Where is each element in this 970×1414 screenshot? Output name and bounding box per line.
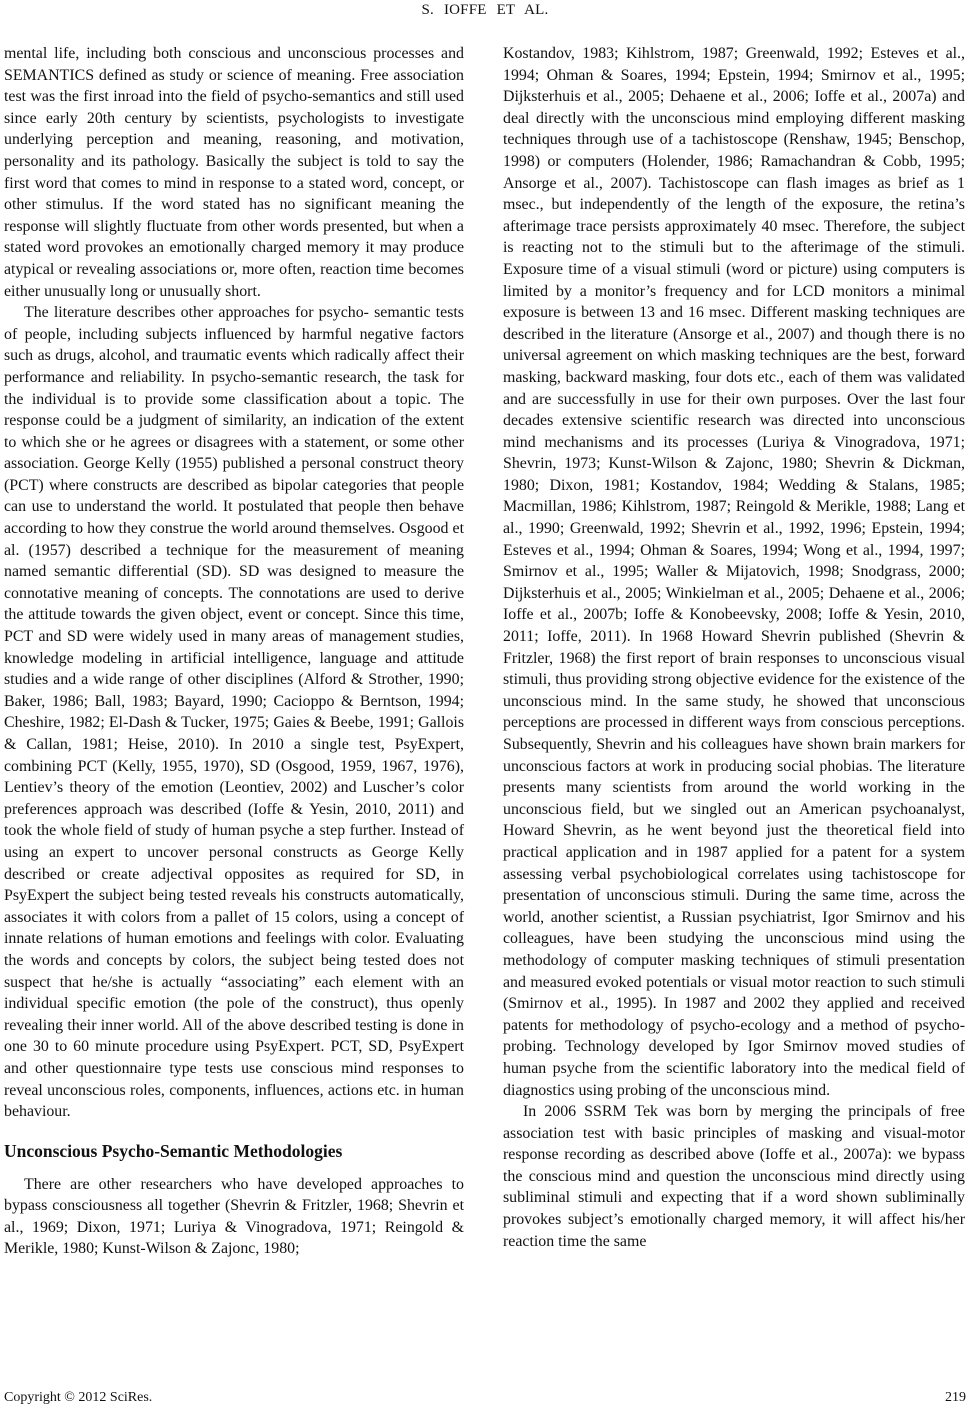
paragraph: mental life, including both conscious and unconscious processes and SEMANTICS defined as study or science of meaning. Free association test was the first inroad into the field of psycho-semantics and still used since early 20th century by scientists, psychologists to investigate underlying perception and meaning, reasoning, and motivation, personality and its pathology. Basically the subject is told to say the first word that comes to mind in response to a stated word, concept, or other stimulus. If the word stated has no significant meaning the response will slightly fluctuate from other words presented, but when a stated word provokes an emotionally charged memory it may produce atypical or revealing associations or, more often, reaction time becomes either unusually long or unusually short. xyxy=(4,45,464,300)
paragraph: Kostandov, 1983; Kihlstrom, 1987; Greenwald, 1992; Esteves et al., 1994; Ohman & Soares, 1994; Epstein, 1994; Smirnov et al., 1995; Dijksterhuis et al., 2005; Dehaene et al., 2006; Ioffe et al., 2007a) and deal directly with the unconscious mind employing different masking techniques through use of a tachistoscope (Renshaw, 1945; Benschop, 1998) or computers (Holender, 1986; Ramachandran & Cobb, 1995; Ansorge et al., 2007). Tachistoscope can flash images as brief as 1 msec., but independently of the length of the exposure, the retina’s afterimage trace persists approximately 40 msec. Therefore, the subject is reacting not to the stimuli but to the afterimage of the stimuli. Exposure time of a visual stimuli (word or picture) using computers is limited by a monitor’s frequency and for LCD monitors a minimal exposure is between 13 and 16 msec. Different masking techniques are described in the literature (Ansorge et al., 2007) and though there is no universal agreement on which masking techniques are the best, forward masking, backward masking, four dots etc., each of them was validated and are successfully in use for their own purposes. Over the last four decades extensive scientific research was directed into unconscious mind mechanisms and its processes (Luriya & Vinogradova, 1971; Shevrin, 1973; Kunst-Wilson & Zajonc, 1980; Shevrin & Dickman, 1980; Dixon, 1981; Kostandov, 1984; Wedding & Stalans, 1985; Macmillan, 1986; Kihlstrom, 1987; Reingold & Merikle, 1988; Lang et al., 1990; Greenwald, 1992; Shevrin et al., 1992, 1996; Epstein, 1994; Esteves et al., 1994; Ohman & Soares, 1994; Wong et al., 1994, 1997; Smirnov et al., 1995; Waller & Mijatovich, 1998; Snodgrass, 2000; Dijksterhuis et al., 2005; Winkielman et al., 2005; Dehaene et al., 2006; Ioffe et al., 2007b; Ioffe & Konobeevsky, 2008; Ioffe & Yesin, 2010, 2011; Ioffe, 2011). In 1968 Howard Shevrin published (Shevrin & Fritzler, 1968) the first report of brain responses to unconscious visual stimuli, thus providing strong objective evidence for the existence of the unconscious mind. In the same study, he showed that unconscious perceptions are processed in different ways from conscious perceptions. Subsequently, Shevrin and his colleagues have shown brain markers for unconscious factors at work in producing social phobias. The literature presents many scientists from around the world working in the unconscious field, but we singled out an American psychoanalyst, Howard Shevrin, as he went beyond just the theoretical field into practical application and in 1987 applied for a patent for a system assessing verbal psychobiological correlates using tachistoscope for presentation of unconscious stimuli. During the same time, across the world, another scientist, a Russian psychiatrist, Igor Smirnov and his colleagues, have been studying the unconscious mind using the methodology of computer masking techniques of stimuli presentation and measured evoked potentials or visual motor reaction to such stimuli (Smirnov et al., 1995). In 1987 and 2002 they applied and received patents for methodology of psycho-ecology and a method of psycho-probing. Technology developed by Igor Smirnov moved studies of human psyche from the scientific laboratory into the medical field of diagnostics using probing of the unconscious mind. xyxy=(503,45,965,1099)
page-footer xyxy=(4,1390,966,1406)
paragraph: In 2006 SSRM Tek was born by merging the principals of free association test with basic principles of masking and visual-motor response recording as described above (Ioffe et al., 2007a): we bypass the conscious mind and question the unconscious mind directly using subliminal stimuli and expecting that if a word shown subliminally provokes subject’s emotionally charged memory, it will affect his/her reaction time the same xyxy=(503,1103,965,1250)
section-heading: Unconscious Psycho-Semantic Methodologies xyxy=(4,1140,343,1161)
right-column xyxy=(503,43,965,1252)
left-column xyxy=(4,43,464,1260)
running-head: S. IOFFE ET AL. xyxy=(421,2,549,18)
copyright-notice: Copyright © 2012 SciRes. xyxy=(4,1390,153,1405)
paragraph: There are other researchers who have developed approaches to bypass consciousness all together (Shevrin & Fritzler, 1968; Shevrin et al., 1969; Dixon, 1971; Luriya & Vinogradova, 1971; Reingold & Merikle, 1980; Kunst-Wilson & Zajonc, 1980; xyxy=(4,1175,464,1258)
page-number: 219 xyxy=(945,1390,966,1405)
paragraph: The literature describes other approaches for psycho- semantic tests of people, including subjects influenced by harmful negative factors such as drugs, alcohol, and traumatic events which radically affect their performance and reliability. In psycho-semantic research, the task for the individual is to provide some classification about a topic. The response could be a judgment of similarity, an indication of the extent to which she or he agrees or disagrees with a statement, or some other association. George Kelly (1955) published a personal construct theory (PCT) where constructs are described as bipolar categories that people can use to understand the world. It postulated that people then behave according to how they construe the world around themselves. Osgood et al. (1957) described a technique for the measurement of meaning named semantic differential (SD). SD was designed to measure the connotative meaning of concepts. The connotations are used to derive the attitude towards the given object, event or concept. Since this time, PCT and SD were widely used in many areas of management studies, knowledge modeling in artificial intelligence, language and attitude studies and a wide range of other disciplines (Alford & Strother, 1990; Baker, 1986; Ball, 1983; Bayard, 1990; Cacioppo & Berntson, 1994; Cheshire, 1982; El-Dash & Tucker, 1975; Gaies & Beebe, 1991; Gallois & Callan, 1981; Heise, 2010). In 2010 a single test, PsyExpert, combining PCT (Kelly, 1955, 1970), SD (Osgood, 1959, 1967, 1976), Lentiev’s theory of the emotion (Leontiev, 2002) and Luscher’s color preferences approach was described (Ioffe & Yesin, 2010, 2011) and took the whole field of study of human psyche a step further. Instead of using an expert to uncover personal constructs as George Kelly described or create adjectival opposites as required for SD, in PsyExpert the subject being tested reveals his constructs automatically, associates it with colors from a pallet of 15 colors, using a concept of innate relations of human emotions and feelings with color. Evaluating the words and concepts by colors, the subject being tested does not suspect that he/she is actually “associating” each element with an individual specific emotion (the pole of the construct), thus openly revealing their inner world. All of the above described testing is done in one 30 to 60 minute procedure using PsyExpert. PCT, SD, PsyExpert and other questionnaire type tests use conscious mind responses to reveal unconscious roles, components, influences, actions etc. in human behaviour. xyxy=(4,304,464,1121)
